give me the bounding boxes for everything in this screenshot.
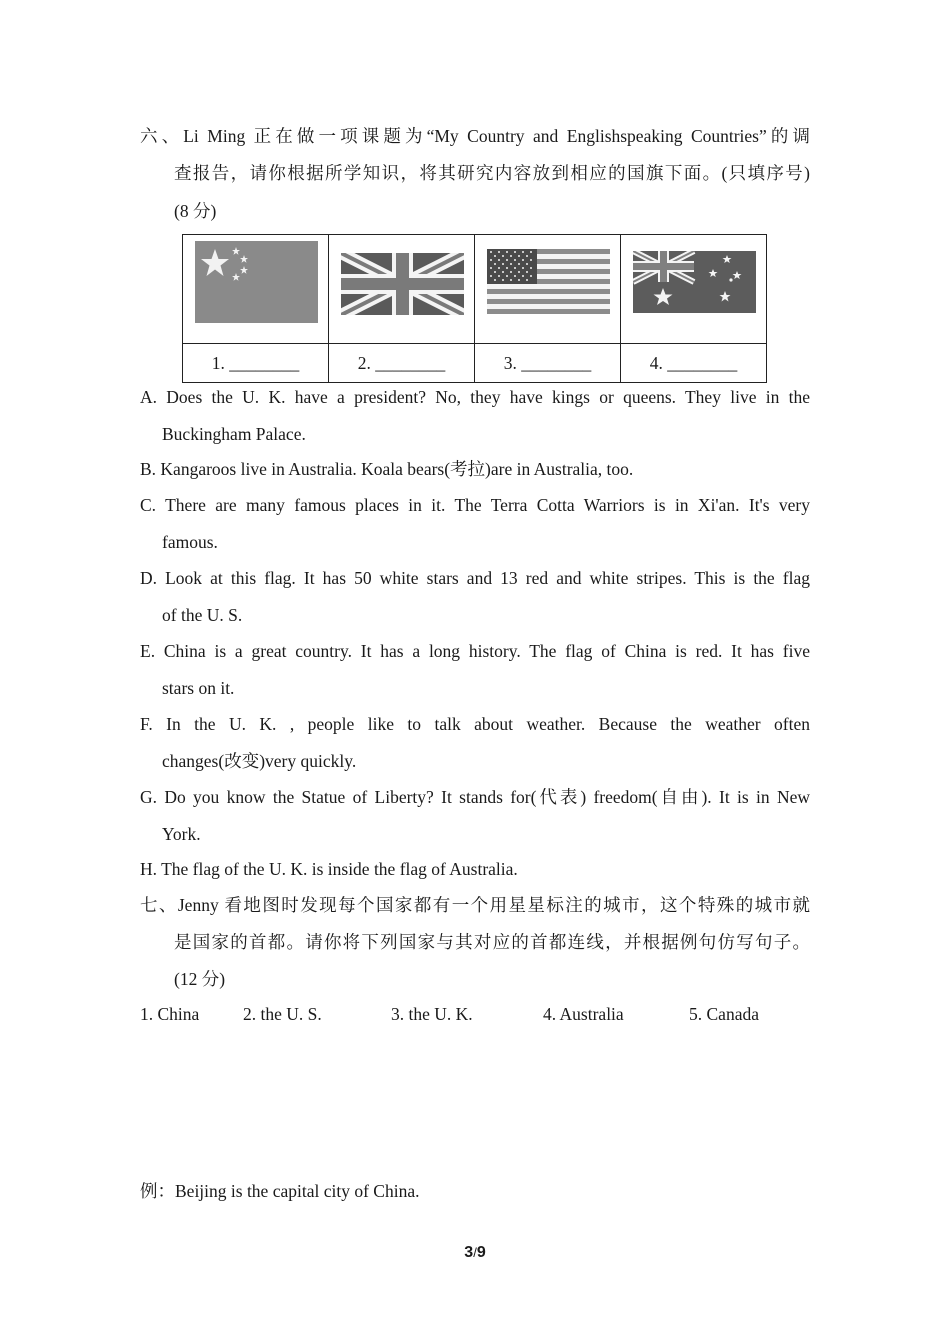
country-item-uk[interactable]: 3. the U. K. — [391, 1004, 473, 1024]
flag-cell-2 — [329, 235, 475, 344]
answer-blank-2[interactable]: 2. ________ — [329, 344, 475, 383]
option-g-line1: G. Do you know the Statue of Liberty? It stands for(代表) freedom(自由). It is in New — [140, 787, 810, 807]
section6-title-line1: 六、Li Ming 正在做一项课题为“My Country and Englishspeaking Countries”的调 — [140, 126, 810, 146]
flag-cell-4 — [621, 235, 767, 344]
country-item-australia[interactable]: 4. Australia — [543, 1004, 624, 1024]
answer-blank-1[interactable]: 1. ________ — [183, 344, 329, 383]
page-total: 9 — [476, 1244, 486, 1261]
answer-blank-3[interactable]: 3. ________ — [475, 344, 621, 383]
uk-flag-icon — [341, 253, 464, 315]
option-a-line1: A. Does the U. K. have a president? No, they have kings or queens. They live in the — [140, 387, 810, 407]
country-list — [140, 1004, 840, 1028]
page-separator: / — [473, 1245, 477, 1260]
option-b: B. Kangaroos live in Australia. Koala bears(考拉)are in Australia, too. — [140, 459, 634, 479]
option-d-line2: of the U. S. — [162, 605, 243, 625]
country-item-canada[interactable]: 5. Canada — [689, 1004, 759, 1024]
option-c-line1: C. There are many famous places in it. The Terra Cotta Warriors is in Xi'an. It's very — [140, 495, 810, 515]
country-item-china[interactable]: 1. China — [140, 1004, 200, 1024]
answer-blank-4[interactable]: 4. ________ — [621, 344, 767, 383]
china-flag-icon — [195, 241, 318, 323]
option-e-line1: E. China is a great country. It has a long history. The flag of China is red. It has five — [140, 641, 810, 661]
section6-score: (8 分) — [174, 201, 217, 221]
option-h: H. The flag of the U. K. is inside the flag of Australia. — [140, 859, 518, 879]
option-a-line2: Buckingham Palace. — [162, 424, 306, 444]
section6-title-line2: 查报告，请你根据所学知识，将其研究内容放到相应的国旗下面。(只填序号) — [174, 163, 810, 183]
country-item-us[interactable]: 2. the U. S. — [243, 1004, 322, 1024]
section7-title-line1: 七、Jenny 看地图时发现每个国家都有一个用星星标注的城市，这个特殊的城市就 — [140, 895, 810, 915]
option-d-line1: D. Look at this flag. It has 50 white stars and 13 red and white stripes. This is the flag — [140, 568, 810, 588]
page-number — [0, 1244, 950, 1262]
option-f-line1: F. In the U. K. , people like to talk about weather. Because the weather often — [140, 714, 810, 734]
example-sentence: 例：Beijing is the capital city of China. — [140, 1181, 420, 1201]
section7-score: (12 分) — [174, 969, 226, 989]
flag-cell-3 — [475, 235, 621, 344]
option-f-line2: changes(改变)very quickly. — [162, 751, 357, 771]
section7-title-line2: 是国家的首都。请你将下列国家与其对应的首都连线，并根据例句仿写句子。 — [174, 932, 810, 952]
option-e-line2: stars on it. — [162, 678, 235, 698]
flags-table — [182, 234, 767, 383]
page-current: 3 — [464, 1244, 474, 1261]
flag-cell-1 — [183, 235, 329, 344]
usa-flag-icon — [487, 249, 610, 314]
option-g-line2: York. — [162, 824, 201, 844]
option-c-line2: famous. — [162, 532, 218, 552]
australia-flag-icon — [633, 251, 756, 313]
